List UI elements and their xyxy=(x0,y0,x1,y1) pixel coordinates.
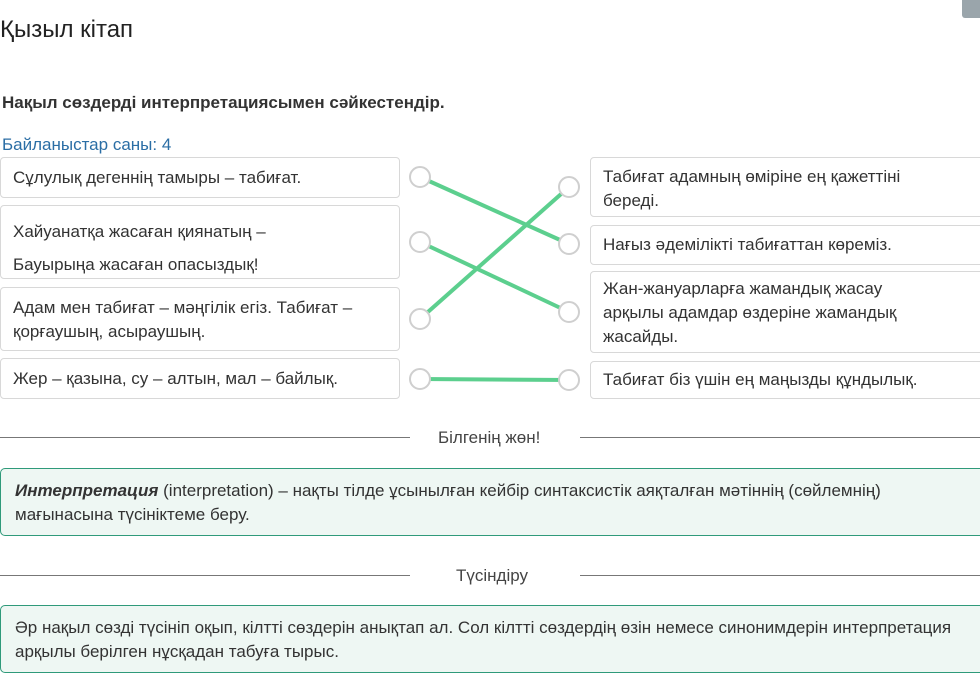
connections-count: Байланыстар саны: 4 xyxy=(2,135,172,154)
definition-term: Интерпретация xyxy=(15,481,159,500)
right-item-3-line-1: Жан-жануарларға жамандық жасау xyxy=(603,279,883,298)
left-connector-2[interactable] xyxy=(409,231,431,253)
left-item-4[interactable] xyxy=(0,358,400,399)
left-item-2[interactable] xyxy=(0,205,400,279)
left-connector-4[interactable] xyxy=(409,368,431,390)
right-item-3-line-2: арқылы адамдар өздеріне жамандық xyxy=(603,303,897,322)
right-item-1-line-2: береді. xyxy=(603,191,659,210)
right-item-1-line-1: Табиғат адамның өміріне ең қажеттіні xyxy=(603,167,901,186)
left-item-3-line-1: Адам мен табиғат – мәңгілік егіз. Табиғат – xyxy=(13,298,353,317)
divider-left xyxy=(0,437,410,438)
match-line-3 xyxy=(420,187,569,319)
explanation-box xyxy=(0,605,980,673)
definition-text: (interpretation) – нақты тілде ұсынылған кейбір синтаксистік аяқталған мәтіннің (сөйлемнің) мағынасына түсініктеме беру. xyxy=(15,481,881,524)
left-item-3[interactable] xyxy=(0,287,400,351)
corner-tab[interactable] xyxy=(962,0,980,18)
explanation-heading: Түсіндіру xyxy=(456,566,529,585)
right-connector-2[interactable] xyxy=(558,233,580,255)
explanation-text: Әр нақыл сөзді түсініп оқып, кілтті сөздерін анықтап ал. Сол кілтті сөздердің өзін немесе синонимдерін интерпретация арқылы берілген нұсқадан табуға тырыс. xyxy=(15,618,952,661)
task-instruction: Нақыл сөздерді интерпретациясымен сәйкестендір. xyxy=(2,93,445,112)
page-title: Қызыл кітап xyxy=(0,16,134,43)
left-item-2-line-1: Хайуанатқа жасаған қиянатың – xyxy=(13,222,266,241)
right-connector-3[interactable] xyxy=(558,301,580,323)
left-item-3-line-2: қорғаушың, асыраушың. xyxy=(13,322,206,341)
left-connector-1[interactable] xyxy=(409,166,431,188)
match-line-1 xyxy=(420,177,569,244)
right-item-3[interactable] xyxy=(590,271,980,353)
right-item-3-line-3: жасайды. xyxy=(603,327,679,346)
did-you-know-box xyxy=(0,468,980,536)
left-item-4-text: Жер – қазына, су – алтын, мал – байлық. xyxy=(13,368,338,388)
right-item-1[interactable] xyxy=(590,157,980,217)
divider-right-2 xyxy=(580,575,980,576)
right-connector-1[interactable] xyxy=(558,176,580,198)
left-item-1[interactable] xyxy=(0,157,400,198)
divider-right xyxy=(580,437,980,438)
did-you-know-heading: Білгенің жөн! xyxy=(438,428,541,447)
right-item-4[interactable] xyxy=(590,361,980,399)
match-line-4 xyxy=(420,379,569,380)
right-connector-4[interactable] xyxy=(558,369,580,391)
left-connector-3[interactable] xyxy=(409,308,431,330)
right-item-2-text: Нағыз әдемілікті табиғаттан көреміз. xyxy=(603,235,892,254)
divider-left-2 xyxy=(0,575,410,576)
match-line-2 xyxy=(420,242,569,312)
left-item-1-text: Сұлулық дегеннің тамыры – табиғат. xyxy=(13,167,302,187)
right-item-2[interactable] xyxy=(590,225,980,265)
left-item-2-line-2: Бауырыңа жасаған опасыздық! xyxy=(13,255,259,274)
right-item-4-text: Табиғат біз үшін ең маңызды құндылық. xyxy=(603,370,918,389)
